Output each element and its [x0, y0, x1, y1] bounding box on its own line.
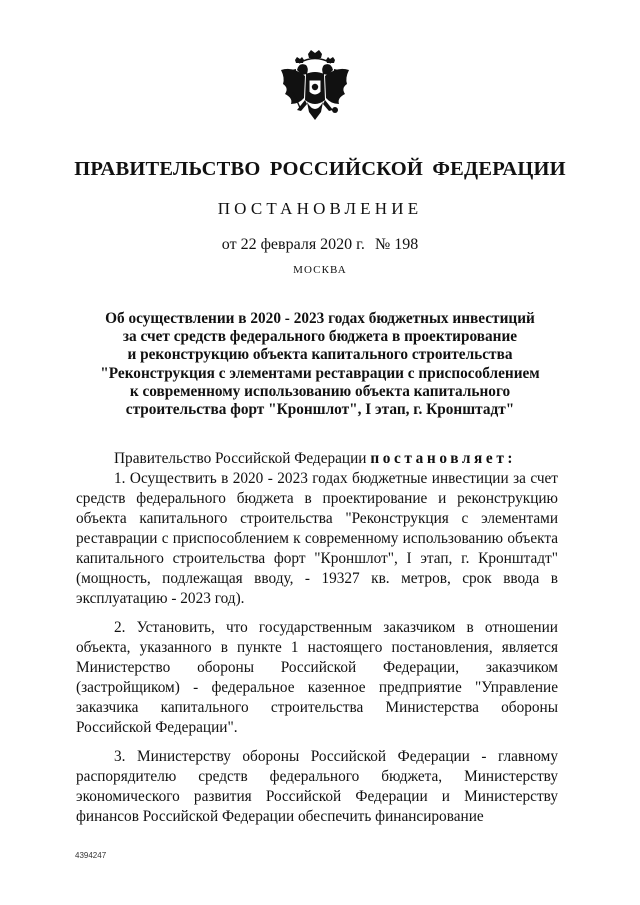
title-line: к современному использованию объекта капитального — [129, 382, 511, 400]
city: МОСКВА — [293, 264, 347, 276]
government-name: ПРАВИТЕЛЬСТВО РОССИЙСКОЙ ФЕДЕРАЦИИ — [74, 158, 566, 180]
document-code: 4394247 — [75, 851, 107, 860]
preamble — [76, 449, 558, 469]
title-line: Об осуществлении в 2020 - 2023 годах бюджетных инвестиций — [105, 310, 535, 327]
decree-title — [90, 310, 550, 419]
preamble-resolves: постановляет: — [370, 450, 517, 467]
title-line: строительства форт "Кроншлот", I этап, г. Кронштадт" — [125, 401, 515, 419]
coat-of-arms-emblem — [275, 48, 355, 140]
decree-number-label: № — [374, 236, 391, 253]
title-line: "Реконструкция с элементами реставрации с приспособлением — [100, 364, 540, 382]
preamble-lead: Правительство Российской Федерации — [114, 450, 367, 467]
title-line: за счет средств федерального бюджета в проектирование — [122, 328, 518, 346]
decree-number: 198 — [394, 236, 419, 253]
paragraph-2: 2. Установить, что государственным заказчиком в отношении объекта, указанного в пункте 1 настоящего постановления, является Министерство обороны Российской Федерации, заказчиком (застройщиком) - федеральное казенное предприятие "Управление заказчика капитального строительства Министерства обороны Российской Федерации". — [76, 619, 558, 736]
coat-of-arms-icon — [275, 48, 355, 140]
document-type: ПОСТАНОВЛЕНИЕ — [217, 199, 423, 218]
paragraph-3: 3. Министерству обороны Российской Федерации - главному распорядителю средств федерального бюджета, Министерству экономического развития Российской Федерации и Министерству финансов Российской Федерации обеспечить финансирование — [76, 748, 558, 825]
title-line: и реконструкцию объекта капитального строительства — [127, 346, 513, 364]
paragraph-1: 1. Осуществить в 2020 - 2023 годах бюджетные инвестиции за счет средств федерального бюджета в проектирование и реконструкцию объекта капитального строительства "Реконструкция с элементами реставрации с приспособлением к современному использованию объекта капитального строительства форт "Кроншлот", I этап, г. Кронштадт" (мощность, подлежащая вводу, - 19327 кв. метров, срок ввода в эксплуатацию - 2023 год). — [76, 470, 558, 607]
decree-body — [76, 449, 558, 827]
decree-date-line — [0, 236, 640, 254]
decree-date: от 22 февраля 2020 г. — [221, 236, 365, 253]
